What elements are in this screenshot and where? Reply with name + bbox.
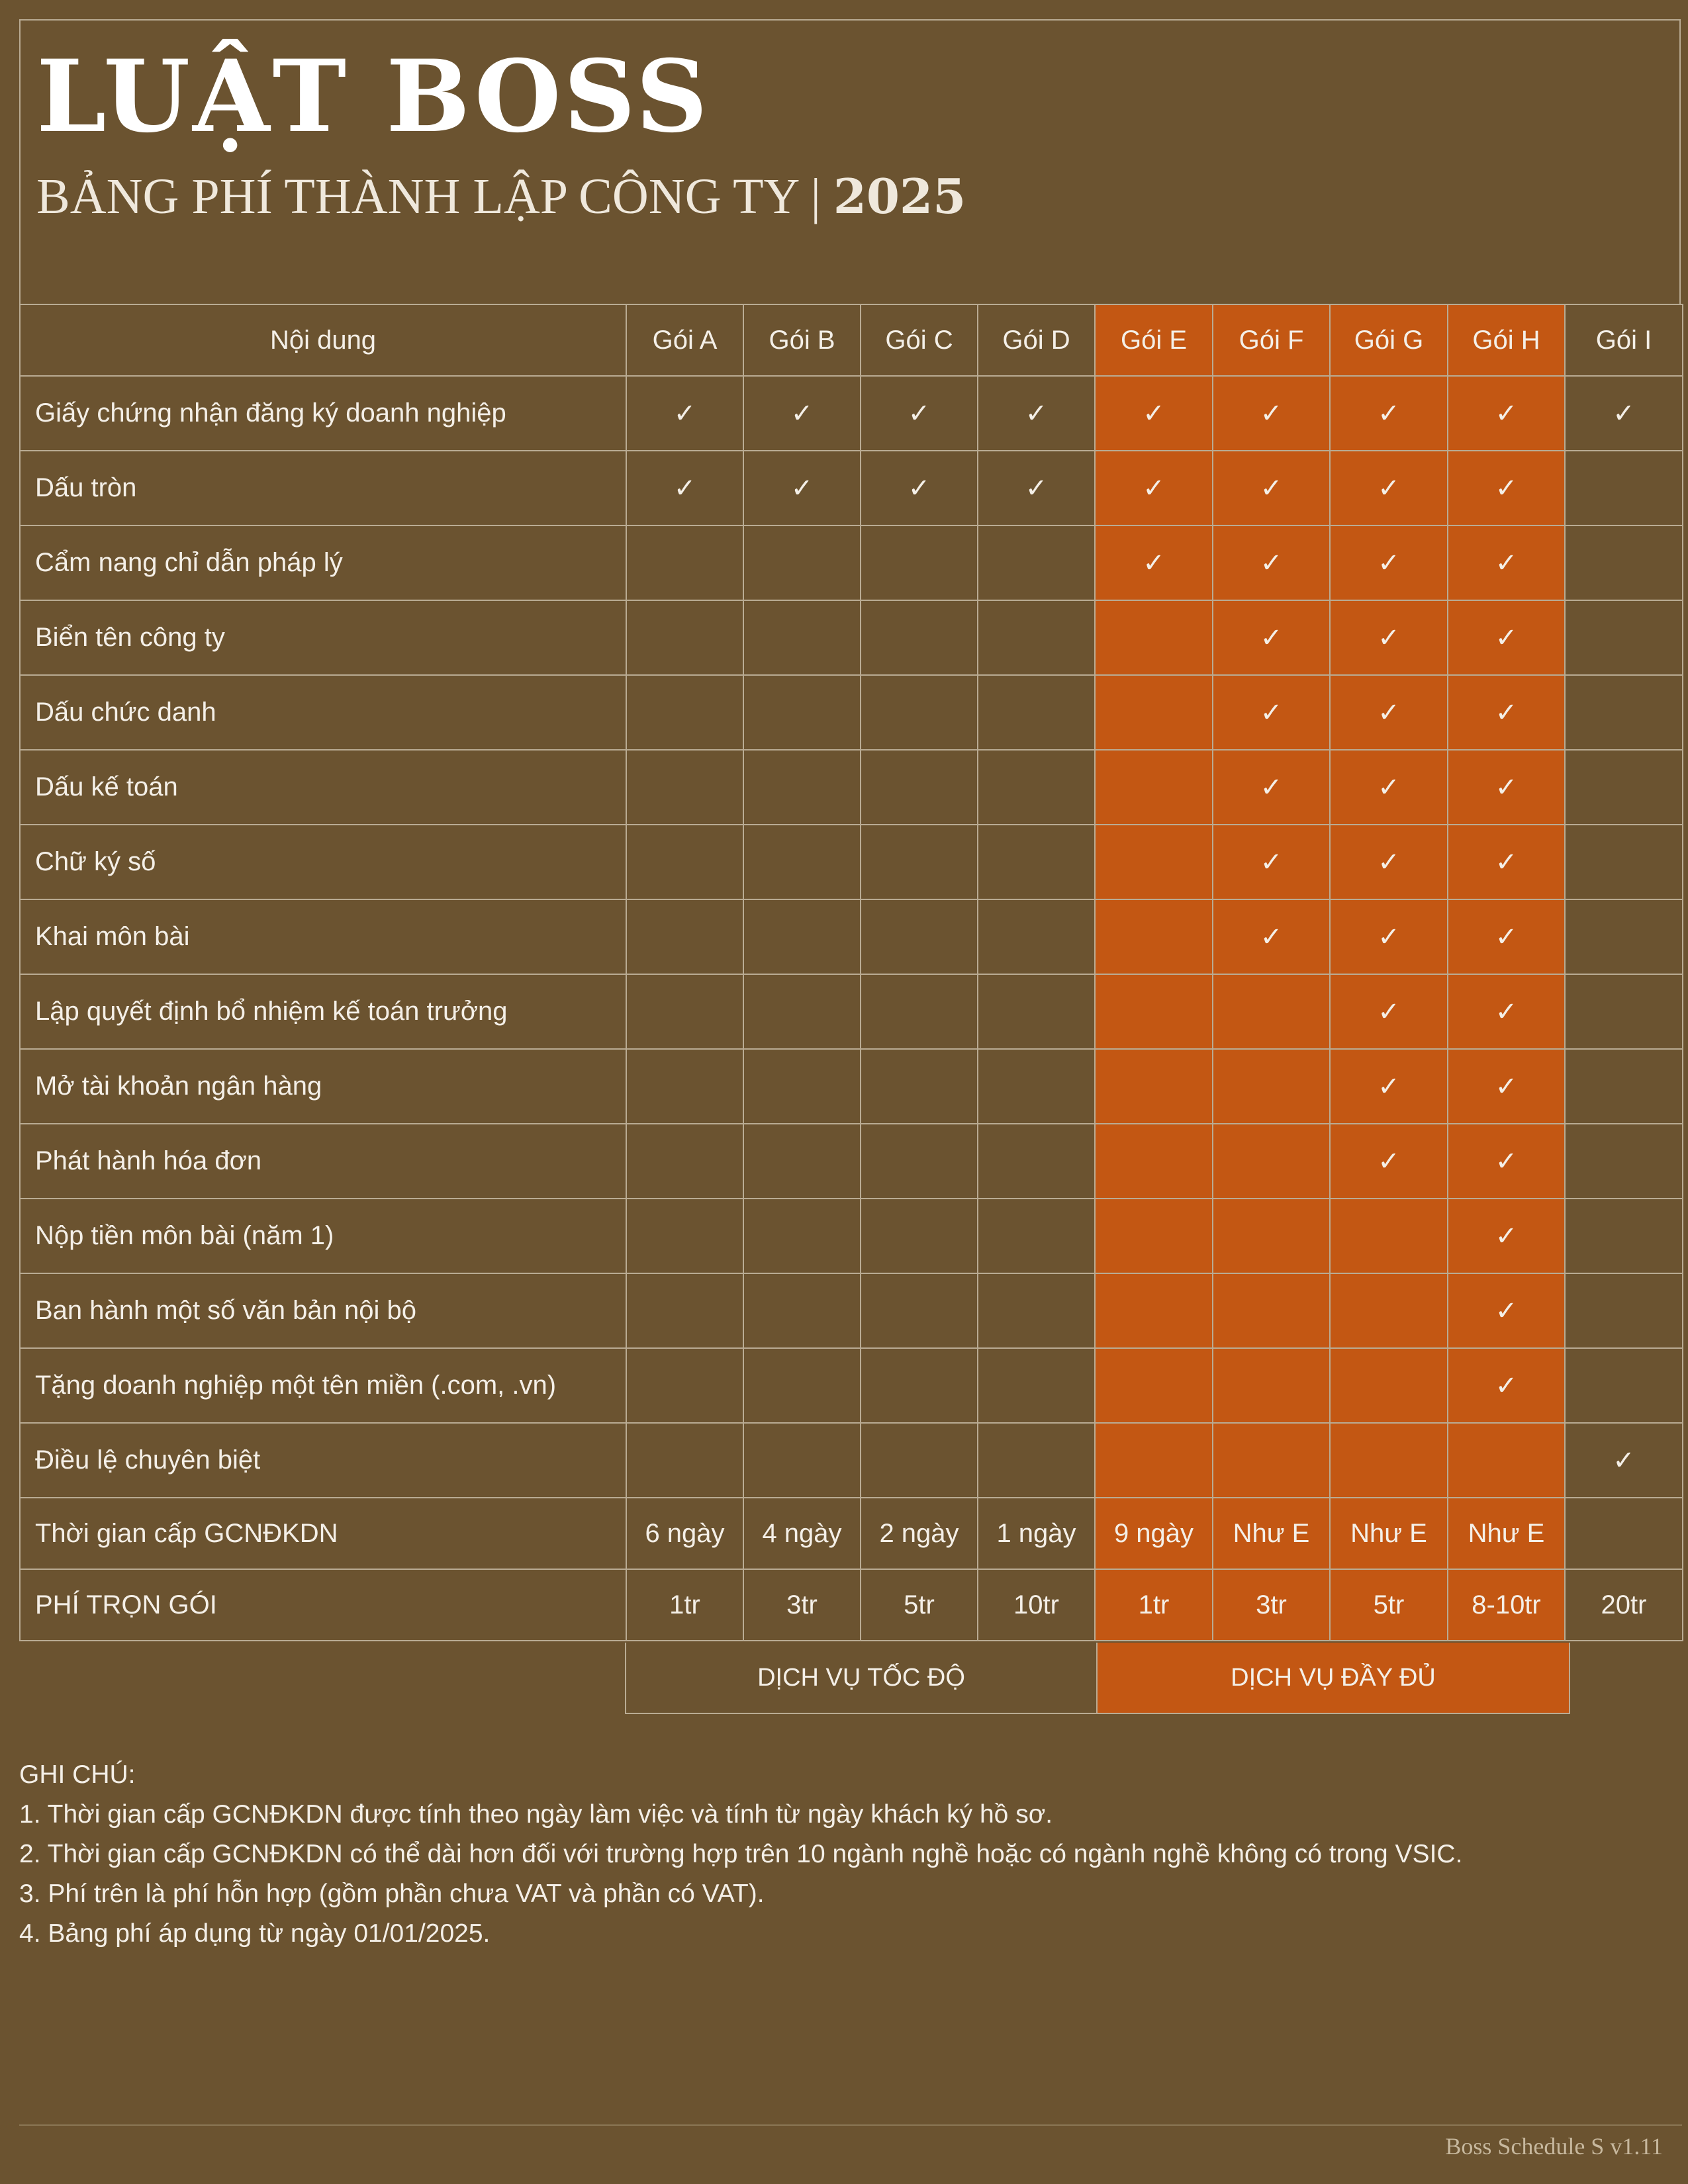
check-icon: ✓ — [626, 451, 743, 525]
table-row — [20, 974, 1683, 1049]
empty-cell — [1095, 974, 1213, 1049]
empty-cell — [1565, 675, 1683, 750]
table-row — [20, 750, 1683, 825]
check-icon: ✓ — [978, 376, 1095, 451]
brand-logo-text: LUẬT BOSS — [36, 38, 710, 155]
empty-cell — [1330, 1348, 1448, 1423]
note-item: 1. Thời gian cấp GCNĐKDN được tính theo ngày làm việc và tính từ ngày khách ký hồ sơ. — [19, 1800, 1053, 1829]
empty-cell — [1213, 1273, 1330, 1348]
empty-cell — [743, 1049, 861, 1124]
empty-cell — [743, 1273, 861, 1348]
check-icon: ✓ — [1330, 451, 1448, 525]
subtitle-text: BẢNG PHÍ THÀNH LẬP CÔNG TY | — [36, 169, 833, 224]
empty-cell — [861, 1199, 978, 1273]
value-cell: 1tr — [1095, 1569, 1213, 1641]
value-cell: 5tr — [1330, 1569, 1448, 1641]
fee-row — [20, 1569, 1683, 1641]
check-icon: ✓ — [861, 376, 978, 451]
column-header-package: Gói E — [1095, 304, 1213, 376]
table-row — [20, 675, 1683, 750]
empty-cell — [626, 1049, 743, 1124]
empty-cell — [1095, 1124, 1213, 1199]
subtitle-year: 2025 — [833, 168, 966, 224]
check-icon: ✓ — [1565, 1423, 1683, 1498]
row-label: Chữ ký số — [20, 825, 626, 899]
empty-cell — [1213, 1423, 1330, 1498]
empty-cell — [626, 974, 743, 1049]
check-icon: ✓ — [1330, 376, 1448, 451]
check-icon: ✓ — [1330, 525, 1448, 600]
header-panel — [19, 19, 1681, 304]
check-icon: ✓ — [1565, 376, 1683, 451]
empty-cell — [626, 1348, 743, 1423]
empty-cell — [626, 1423, 743, 1498]
empty-cell — [743, 1348, 861, 1423]
empty-cell — [1095, 899, 1213, 974]
empty-cell — [1565, 1348, 1683, 1423]
empty-cell — [1095, 750, 1213, 825]
check-icon: ✓ — [1448, 1199, 1565, 1273]
check-icon: ✓ — [1448, 825, 1565, 899]
empty-cell — [743, 675, 861, 750]
empty-cell — [978, 1423, 1095, 1498]
empty-cell — [1213, 1199, 1330, 1273]
row-label: Nộp tiền môn bài (năm 1) — [20, 1199, 626, 1273]
value-cell: 1tr — [626, 1569, 743, 1641]
table-row — [20, 825, 1683, 899]
check-icon: ✓ — [1448, 600, 1565, 675]
value-cell: Như E — [1213, 1498, 1330, 1569]
row-label: Thời gian cấp GCNĐKDN — [20, 1498, 626, 1569]
row-label: Cẩm nang chỉ dẫn pháp lý — [20, 525, 626, 600]
row-label: PHÍ TRỌN GÓI — [20, 1569, 626, 1641]
empty-cell — [1565, 525, 1683, 600]
row-label: Dấu tròn — [20, 451, 626, 525]
empty-cell — [1330, 1423, 1448, 1498]
fee-table — [19, 304, 1683, 1641]
row-label: Khai môn bài — [20, 899, 626, 974]
check-icon: ✓ — [1095, 451, 1213, 525]
check-icon: ✓ — [1330, 1049, 1448, 1124]
empty-cell — [743, 1124, 861, 1199]
notes-heading: GHI CHÚ: — [19, 1760, 136, 1789]
empty-cell — [626, 600, 743, 675]
value-cell: Như E — [1330, 1498, 1448, 1569]
empty-cell — [626, 1273, 743, 1348]
row-label: Lập quyết định bổ nhiệm kế toán trưởng — [20, 974, 626, 1049]
check-icon: ✓ — [1213, 675, 1330, 750]
value-cell: Như E — [1448, 1498, 1565, 1569]
empty-cell — [978, 1199, 1095, 1273]
empty-cell — [1565, 974, 1683, 1049]
empty-cell — [743, 974, 861, 1049]
value-cell: 9 ngày — [1095, 1498, 1213, 1569]
check-icon: ✓ — [1448, 1124, 1565, 1199]
column-header-package: Gói F — [1213, 304, 1330, 376]
empty-cell — [978, 1049, 1095, 1124]
check-icon: ✓ — [1448, 525, 1565, 600]
check-icon: ✓ — [1448, 376, 1565, 451]
check-icon: ✓ — [1330, 675, 1448, 750]
empty-cell — [978, 1124, 1095, 1199]
empty-cell — [743, 1423, 861, 1498]
check-icon: ✓ — [1448, 899, 1565, 974]
table-row — [20, 1273, 1683, 1348]
empty-cell — [861, 1273, 978, 1348]
column-header-package: Gói C — [861, 304, 978, 376]
column-header-content: Nội dung — [20, 304, 626, 376]
empty-cell — [978, 750, 1095, 825]
empty-cell — [743, 825, 861, 899]
empty-cell — [1213, 1124, 1330, 1199]
row-label: Dấu kế toán — [20, 750, 626, 825]
empty-cell — [743, 600, 861, 675]
table-row — [20, 1348, 1683, 1423]
empty-cell — [743, 750, 861, 825]
empty-cell — [861, 675, 978, 750]
empty-cell — [861, 1124, 978, 1199]
value-cell: 4 ngày — [743, 1498, 861, 1569]
check-icon: ✓ — [1213, 825, 1330, 899]
empty-cell — [861, 600, 978, 675]
check-icon: ✓ — [1448, 974, 1565, 1049]
service-group-speed: DỊCH VỤ TỐC ĐỘ — [626, 1643, 1097, 1713]
page-subtitle — [36, 168, 966, 224]
row-label: Dấu chức danh — [20, 675, 626, 750]
empty-cell — [1565, 825, 1683, 899]
check-icon: ✓ — [1330, 825, 1448, 899]
check-icon: ✓ — [1330, 750, 1448, 825]
empty-cell — [978, 974, 1095, 1049]
column-header-package: Gói B — [743, 304, 861, 376]
footer-divider — [19, 2124, 1682, 2126]
table-header-row — [20, 304, 1683, 376]
empty-cell — [1095, 1423, 1213, 1498]
column-header-package: Gói G — [1330, 304, 1448, 376]
check-icon: ✓ — [1330, 974, 1448, 1049]
table-row — [20, 899, 1683, 974]
note-item: 2. Thời gian cấp GCNĐKDN có thể dài hơn đối với trường hợp trên 10 ngành nghề hoặc có ngành nghề không có trong VSIC. — [19, 1840, 1463, 1868]
service-group-full: DỊCH VỤ ĐẦY ĐỦ — [1097, 1643, 1570, 1713]
empty-cell — [1565, 1199, 1683, 1273]
check-icon: ✓ — [1448, 451, 1565, 525]
empty-cell — [626, 1124, 743, 1199]
empty-cell — [1213, 1348, 1330, 1423]
empty-cell — [1095, 1199, 1213, 1273]
empty-cell — [978, 525, 1095, 600]
empty-cell — [1095, 675, 1213, 750]
check-icon: ✓ — [1095, 525, 1213, 600]
empty-cell — [978, 1273, 1095, 1348]
empty-cell — [861, 899, 978, 974]
empty-cell — [861, 1423, 978, 1498]
empty-cell — [861, 525, 978, 600]
check-icon: ✓ — [1095, 376, 1213, 451]
empty-cell — [1330, 1199, 1448, 1273]
row-label: Tặng doanh nghiệp một tên miền (.com, .vn) — [20, 1348, 626, 1423]
empty-cell — [626, 899, 743, 974]
empty-cell — [861, 750, 978, 825]
check-icon: ✓ — [1448, 1049, 1565, 1124]
empty-cell — [743, 525, 861, 600]
empty-cell — [626, 525, 743, 600]
time-row — [20, 1498, 1683, 1569]
empty-cell — [978, 600, 1095, 675]
table-row — [20, 451, 1683, 525]
empty-cell — [1448, 1423, 1565, 1498]
check-icon: ✓ — [1213, 750, 1330, 825]
empty-cell — [978, 825, 1095, 899]
empty-cell — [1095, 1049, 1213, 1124]
value-cell: 6 ngày — [626, 1498, 743, 1569]
value-cell: 1 ngày — [978, 1498, 1095, 1569]
empty-cell — [1330, 1273, 1448, 1348]
check-icon: ✓ — [1330, 899, 1448, 974]
row-label: Điều lệ chuyên biệt — [20, 1423, 626, 1498]
check-icon: ✓ — [978, 451, 1095, 525]
check-icon: ✓ — [1448, 1348, 1565, 1423]
column-header-package: Gói A — [626, 304, 743, 376]
note-item: 3. Phí trên là phí hỗn hợp (gồm phần chưa VAT và phần có VAT). — [19, 1880, 765, 1908]
notes-section — [19, 1755, 1462, 1954]
empty-cell — [743, 899, 861, 974]
table-row — [20, 1049, 1683, 1124]
empty-cell — [1095, 1348, 1213, 1423]
empty-cell — [978, 1348, 1095, 1423]
check-icon: ✓ — [743, 376, 861, 451]
service-group-footer — [625, 1643, 1570, 1714]
column-header-package: Gói I — [1565, 304, 1683, 376]
check-icon: ✓ — [861, 451, 978, 525]
table-row — [20, 376, 1683, 451]
empty-cell — [1213, 1049, 1330, 1124]
column-header-package: Gói D — [978, 304, 1095, 376]
value-cell: 10tr — [978, 1569, 1095, 1641]
empty-cell — [1095, 825, 1213, 899]
check-icon: ✓ — [626, 376, 743, 451]
empty-cell — [1095, 600, 1213, 675]
check-icon: ✓ — [1448, 1273, 1565, 1348]
empty-cell — [1565, 451, 1683, 525]
empty-cell — [1565, 1049, 1683, 1124]
empty-cell — [626, 1199, 743, 1273]
check-icon: ✓ — [1213, 600, 1330, 675]
table-row — [20, 1423, 1683, 1498]
table-row — [20, 1199, 1683, 1273]
row-label: Phát hành hóa đơn — [20, 1124, 626, 1199]
value-cell: 3tr — [743, 1569, 861, 1641]
empty-cell — [1565, 600, 1683, 675]
empty-cell — [861, 1049, 978, 1124]
empty-cell — [861, 825, 978, 899]
check-icon: ✓ — [1213, 376, 1330, 451]
value-cell: 2 ngày — [861, 1498, 978, 1569]
check-icon: ✓ — [1213, 525, 1330, 600]
value-cell: 8-10tr — [1448, 1569, 1565, 1641]
empty-cell — [861, 974, 978, 1049]
row-label: Ban hành một số văn bản nội bộ — [20, 1273, 626, 1348]
check-icon: ✓ — [743, 451, 861, 525]
empty-cell — [861, 1348, 978, 1423]
empty-cell — [1213, 974, 1330, 1049]
empty-cell — [626, 675, 743, 750]
empty-cell — [1565, 899, 1683, 974]
value-cell: 5tr — [861, 1569, 978, 1641]
value-cell: 3tr — [1213, 1569, 1330, 1641]
note-item: 4. Bảng phí áp dụng từ ngày 01/01/2025. — [19, 1919, 491, 1948]
check-icon: ✓ — [1448, 750, 1565, 825]
column-header-package: Gói H — [1448, 304, 1565, 376]
check-icon: ✓ — [1448, 675, 1565, 750]
empty-cell — [1565, 1124, 1683, 1199]
empty-cell — [978, 675, 1095, 750]
table-row — [20, 600, 1683, 675]
empty-cell — [1565, 750, 1683, 825]
row-label: Biển tên công ty — [20, 600, 626, 675]
empty-cell — [1095, 1273, 1213, 1348]
empty-cell — [1565, 1273, 1683, 1348]
table-row — [20, 1124, 1683, 1199]
version-label: Boss Schedule S v1.11 — [1445, 2133, 1663, 2160]
empty-cell — [743, 1199, 861, 1273]
check-icon: ✓ — [1213, 899, 1330, 974]
value-cell: 20tr — [1565, 1569, 1683, 1641]
check-icon: ✓ — [1213, 451, 1330, 525]
check-icon: ✓ — [1330, 1124, 1448, 1199]
row-label: Mở tài khoản ngân hàng — [20, 1049, 626, 1124]
row-label: Giấy chứng nhận đăng ký doanh nghiệp — [20, 376, 626, 451]
empty-cell — [626, 825, 743, 899]
empty-cell — [978, 899, 1095, 974]
table-row — [20, 525, 1683, 600]
value-cell — [1565, 1498, 1683, 1569]
check-icon: ✓ — [1330, 600, 1448, 675]
empty-cell — [626, 750, 743, 825]
